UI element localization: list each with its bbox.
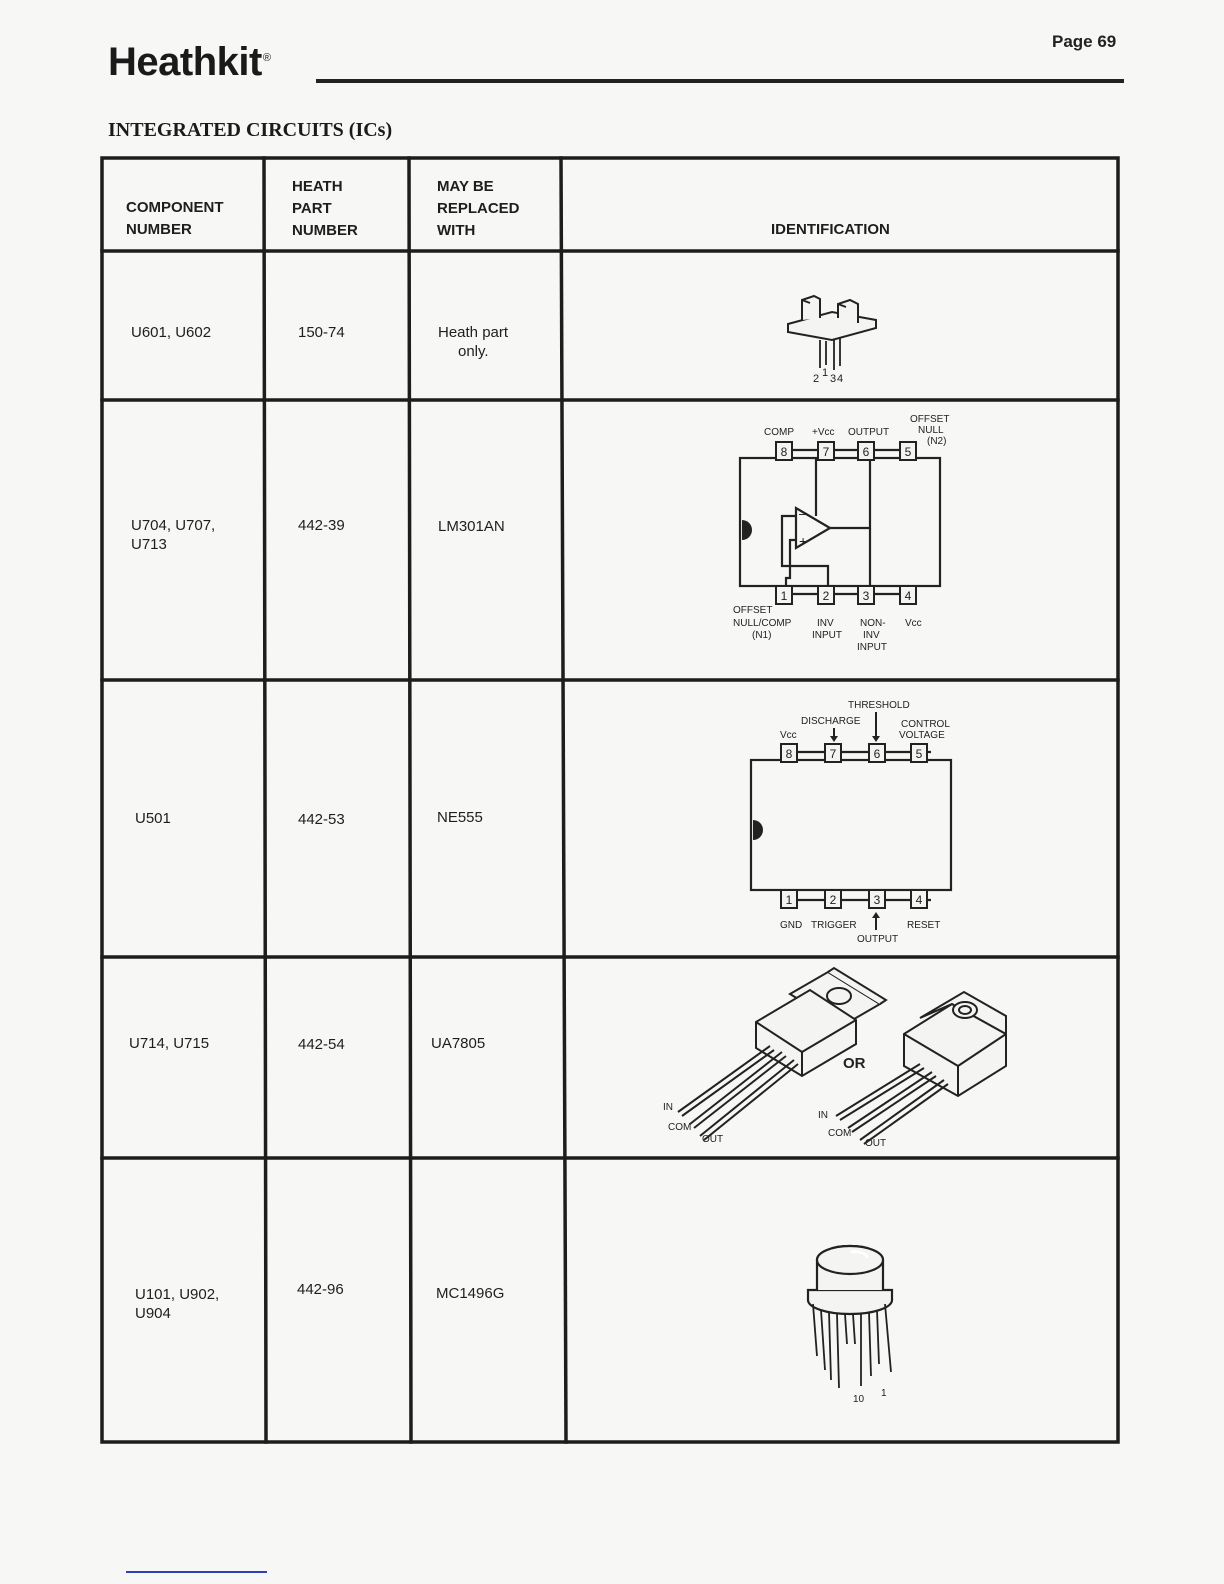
row1-replace (438, 323, 508, 361)
lm301-pin-5: 5 (904, 445, 912, 459)
ne555-label-threshold: THRESHOLD (848, 700, 910, 711)
header-part-line2: PART (292, 200, 332, 217)
lm301-pin-8: 8 (780, 445, 788, 459)
row5-part: 442-96 (297, 1281, 344, 1298)
ne555-label-output: OUTPUT (857, 934, 899, 945)
lm301-label-inv: INV (817, 618, 834, 629)
optical-pin-3: 3 (830, 373, 837, 385)
lm301-label-input-noninv: INPUT (857, 642, 887, 653)
regulator2-label-in: IN (818, 1110, 828, 1121)
lm301-pin-1: 1 (780, 589, 788, 603)
footer-link-underline (126, 1571, 267, 1573)
mc1496g-can-diagram (795, 1238, 905, 1410)
row2-component-line1: U704, U707, (131, 517, 216, 534)
regulator2-label-out: OUT (865, 1138, 887, 1149)
row5-component-line2: U904 (135, 1305, 171, 1322)
lm301-label-n2: (N2) (927, 436, 947, 447)
regulator-or-label: OR (843, 1055, 866, 1072)
lm301-label-vcc-plus: +Vcc (812, 427, 835, 438)
lm301-label-null: NULL (918, 425, 944, 436)
row2-component-line2: U713 (131, 536, 167, 553)
row2-replace (438, 517, 505, 536)
header-replace-line3: WITH (437, 222, 476, 239)
can-pin-10: 10 (853, 1394, 865, 1405)
row4-part: 442-54 (298, 1036, 345, 1053)
row3-part: 442-53 (298, 811, 345, 828)
row5-component-line1: U101, U902, (135, 1286, 220, 1303)
lm301-label-non: NON- (860, 618, 886, 629)
regulator1-label-in: IN (663, 1102, 673, 1113)
row3-replace-line1: NE555 (437, 809, 483, 826)
regulator2-label-com: COM (828, 1128, 852, 1139)
row1-component-line1: U601, U602 (131, 324, 212, 341)
header-may-be-replaced-with (437, 176, 520, 242)
svg-text:+: + (799, 533, 808, 549)
ne555-pin-7: 7 (829, 747, 837, 761)
header-component-number (126, 197, 224, 241)
lm301-label-null-comp: NULL/COMP (733, 618, 792, 629)
lm301-label-comp: COMP (764, 427, 794, 438)
optical-interrupter-diagram (780, 290, 890, 390)
row1-replace-line2: only. (458, 343, 489, 360)
row1-replace-line1: Heath part (438, 324, 509, 341)
row5-replace (436, 1284, 504, 1303)
brand-name: Heathkit (108, 40, 262, 84)
registered-mark: ® (262, 51, 271, 64)
row5-replace-line1: MC1496G (436, 1285, 505, 1302)
ua7805-regulator-diagram (650, 964, 1030, 1154)
row2-part: 442-39 (298, 517, 345, 534)
lm301-pin-3: 3 (862, 589, 870, 603)
section-title: INTEGRATED CIRCUITS (ICs) (108, 119, 393, 141)
optical-pin-1: 1 (822, 367, 829, 379)
ne555-pin-4: 4 (915, 893, 923, 907)
ne555-pin-3: 3 (873, 893, 881, 907)
ne555-label-voltage: VOLTAGE (899, 730, 945, 741)
ne555-label-vcc: Vcc (780, 730, 797, 741)
lm301-label-n1: (N1) (752, 630, 772, 641)
ne555-pin-1: 1 (785, 893, 793, 907)
lm301-label-offset-bottom: OFFSET (733, 605, 773, 616)
header-identification: IDENTIFICATION (771, 221, 890, 238)
ne555-label-trigger: TRIGGER (811, 920, 857, 931)
header-heath-part-number (292, 176, 358, 242)
header-component-line2: NUMBER (126, 221, 192, 238)
row4-replace (431, 1034, 485, 1053)
row1-component (131, 323, 211, 342)
row4-component (129, 1034, 209, 1053)
can-pin-1: 1 (881, 1388, 887, 1399)
lm301-pin-2: 2 (822, 589, 830, 603)
lm301-pin-6: 6 (862, 445, 870, 459)
ne555-pin-6: 6 (873, 747, 881, 761)
heathkit-logo (108, 40, 270, 85)
row3-component-line1: U501 (135, 810, 171, 827)
row3-component (135, 809, 171, 828)
row5-component (135, 1285, 219, 1323)
row4-component-line1: U714, U715 (129, 1035, 210, 1052)
ne555-pin-2: 2 (829, 893, 837, 907)
row3-replace (437, 808, 483, 827)
ne555-pin-8: 8 (785, 747, 793, 761)
header-part-line3: NUMBER (292, 222, 358, 239)
regulator1-label-out: OUT (702, 1134, 724, 1145)
row2-component (131, 516, 215, 554)
optical-pin-4: 4 (837, 373, 844, 385)
lm301-pin-4: 4 (904, 589, 912, 603)
regulator1-label-com: COM (668, 1122, 692, 1133)
header-component-line1: COMPONENT (126, 199, 224, 216)
lm301-label-offset: OFFSET (910, 414, 950, 425)
header-replace-line1: MAY BE (437, 178, 494, 195)
lm301-label-vcc: Vcc (905, 618, 922, 629)
header-part-line1: HEATH (292, 178, 343, 195)
header-replace-line2: REPLACED (437, 200, 520, 217)
ne555-label-gnd: GND (780, 920, 803, 931)
lm301-dip-diagram (720, 408, 960, 670)
ne555-dip-diagram (735, 692, 965, 954)
optical-pin-2: 2 (813, 373, 820, 385)
ne555-label-reset: RESET (907, 920, 941, 931)
ne555-pin-5: 5 (915, 747, 923, 761)
lm301-label-input-inv: INPUT (812, 630, 842, 641)
lm301-label-output: OUTPUT (848, 427, 890, 438)
row1-part: 150-74 (298, 324, 345, 341)
row4-replace-line1: UA7805 (431, 1035, 486, 1052)
svg-text:–: – (799, 505, 807, 521)
page-number: Page 69 (1052, 32, 1117, 51)
lm301-label-inv2: INV (863, 630, 880, 641)
ne555-label-discharge: DISCHARGE (801, 716, 861, 727)
header-rule (316, 79, 1124, 83)
row2-replace-line1: LM301AN (438, 518, 505, 535)
lm301-pin-7: 7 (822, 445, 830, 459)
ne555-label-control: CONTROL (901, 719, 950, 730)
